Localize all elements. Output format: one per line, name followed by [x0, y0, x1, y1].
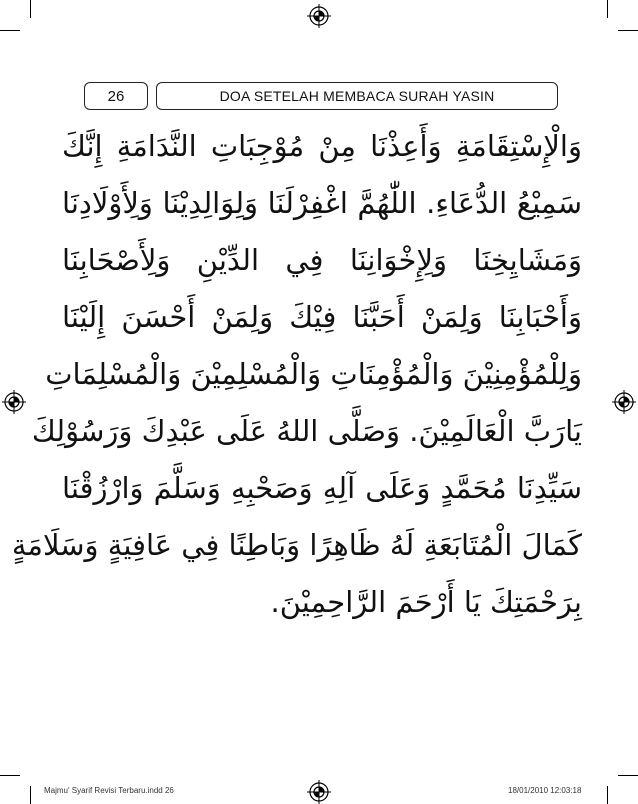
running-header — [84, 82, 558, 110]
registration-mark-icon — [307, 4, 331, 28]
text-line: وَأَحْبَابِنَا وَلِمَنْ أَحَبَّنَا فِيْكَ وَلِمَنْ أَحْسَنَ إِلَيْنَا — [62, 300, 582, 334]
crop-mark — [607, 0, 608, 18]
text-line: سَمِيْعُ الدُّعَاءِ. اللّٰهُمَّ اغْفِرْلَنَا وَلِوَالِدِيْنَا وَلِأَوْلَادِنَا — [62, 186, 582, 220]
page-number: 26 — [84, 82, 148, 110]
crop-mark — [618, 30, 638, 31]
crop-mark — [0, 775, 20, 776]
chapter-title: DOA SETELAH MEMBACA SURAH YASIN — [156, 82, 558, 110]
text-line: وَلِلْمُؤْمِنِيْنَ وَالْمُؤْمِنَاتِ وَالْمُسْلِمِيْنَ وَالْمُسْلِمَاتِ — [45, 357, 582, 391]
text-line: يَارَبَّ الْعَالَمِيْنَ. وَصَلَّى اللهُ عَلَى عَبْدِكَ وَرَسُوْلِكَ — [31, 414, 582, 448]
print-slug — [0, 784, 638, 800]
registration-mark-icon — [612, 390, 636, 414]
registration-mark-icon — [2, 390, 26, 414]
crop-mark — [0, 30, 20, 31]
text-line: وَمَشَايِخِنَا وَلِإِخْوَانِنَا فِي الدِّيْنِ وَلِأَصْحَابِنَا — [62, 243, 582, 277]
arabic-prayer-text — [11, 118, 582, 631]
crop-mark — [618, 775, 638, 776]
print-timestamp: 18/01/2010 12:03:18 — [508, 786, 582, 795]
text-line: بِرَحْمَتِكَ يَا أَرْحَمَ الرَّاحِمِيْنَ. — [270, 585, 582, 619]
text-line: سَيِّدِنَا مُحَمَّدٍ وَعَلَى آلِهِ وَصَحْبِهِ وَسَلَّمَ وَارْزُقْنَا — [62, 471, 582, 505]
file-info: Majmu' Syarif Revisi Terbaru.indd 26 — [44, 786, 174, 795]
text-line: وَالْإِسْتِقَامَةِ وَأَعِذْنَا مِنْ مُوْجِبَاتِ النَّدَامَةِ إِنَّكَ — [62, 129, 582, 163]
text-line: كَمَالَ الْمُتَابَعَةِ لَهُ ظَاهِرًا وَبَاطِنًا فِي عَافِيَةٍ وَسَلَامَةٍ — [11, 528, 582, 562]
crop-mark — [30, 0, 31, 18]
